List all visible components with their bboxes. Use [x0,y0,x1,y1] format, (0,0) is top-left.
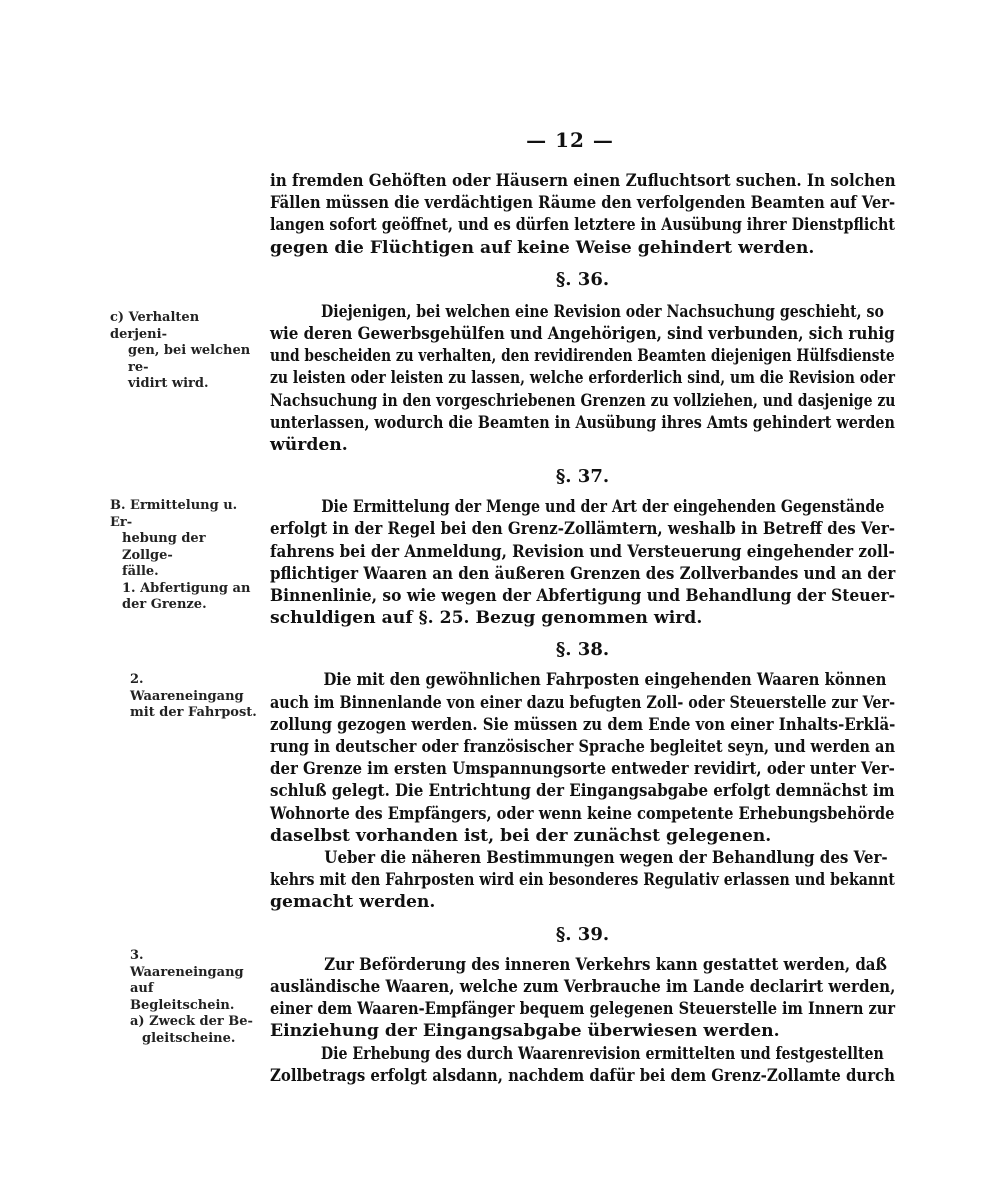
section-37-text [270,496,895,629]
text-line: auch im Binnenlande von einer dazu befugten Zoll- oder Steuerstelle zur Ver- [270,692,896,713]
page-number: — 12 — [526,128,614,152]
section-heading-37: §. 37. [555,466,610,488]
margin-note-line: 3. Waareneingang [130,948,244,980]
text-line: der Grenze im ersten Umspannungsorte entweder revidirt, oder unter Ver- [270,759,895,780]
margin-note-fahrpost [110,672,260,722]
text-line: erfolgt in der Regel bei den Grenz-Zollämtern, weshalb in Betreff des Ver- [270,519,896,540]
text-line: fahrens bei der Anmeldung, Revision und Versteuerung eingehender zoll- [270,541,895,562]
text-line: unterlassen, wodurch die Beamten in Ausübung ihres Amts gehindert werden [270,412,895,433]
margin-note-verhalten [110,310,260,393]
text-line: Fällen müssen die verdächtigen Räume den verfolgenden Beamten auf Ver- [270,193,896,214]
text-line: ausländische Waaren, welche zum Verbrauche im Lande declarirt werden, [270,976,896,997]
text-line: schluß gelegt. Die Entrichtung der Eingangsabgabe erfolgt demnächst im [270,781,895,802]
text-line: langen sofort geöffnet, und es dürfen letztere in Ausübung ihrer Dienstpflicht [270,215,895,236]
margin-note-line: hebung der Zollge- [122,531,206,563]
text-line: und bescheiden zu verhalten, den revidirenden Beamten diejenigen Hülfsdienste [270,346,895,367]
text-line: Nachsuchung in den vorgeschriebenen Grenzen zu vollziehen, und dasjenige zu [270,390,896,411]
text-line: rung in deutscher oder französischer Sprache begleitet seyn, und werden an [270,737,896,758]
text-line: wie deren Gewerbsgehülfen und Angehörigen, sind verbunden, sich ruhig [270,324,895,345]
section-heading-36: §. 36. [555,268,610,290]
text-line: schuldigen auf §. 25. Bezug genommen wird. [270,608,703,629]
margin-note-line: gleitscheine. [142,1030,236,1046]
section-heading-39: §. 39. [555,923,610,945]
text-line: in fremden Gehöften oder Häusern einen Zufluchtsort suchen. In solchen [270,171,896,191]
section-39-text [270,954,895,1087]
margin-note-line: a) Zweck der Be- [130,1014,253,1029]
margin-note-line: fälle. [122,564,159,579]
text-line: Diejenigen, bei welchen eine Revision oder Nachsuchung geschieht, so [320,301,884,322]
margin-note-line: 2. Waareneingang [130,672,244,704]
margin-note-line: gen, bei welchen re- [128,343,251,375]
section-38-text [270,669,895,913]
text-line: pflichtiger Waaren an den äußeren Grenzen des Zollverbandes und an der [270,563,896,584]
margin-note-line: auf Begleitschein. [130,981,235,1013]
margin-note-line: B. Ermittelung u. Er- [110,498,238,530]
text-line: Wohnorte des Empfängers, oder wenn keine competente Erhebungsbehörde [270,803,895,824]
text-line: kehrs mit den Fahrposten wird ein besonderes Regulativ erlassen und bekannt [270,870,895,891]
text-line: Ueber die näheren Bestimmungen wegen der Behandlung des Ver- [324,848,888,869]
text-line: daselbst vorhanden ist, bei der zunächst gelegenen. [270,825,772,846]
margin-note-ermittelung [110,498,260,614]
text-line: gemacht werden. [270,892,436,913]
margin-note-line: mit der Fahrpost. [130,705,257,720]
text-line: gegen die Flüchtigen auf keine Weise gehindert werden. [270,237,815,258]
text-line: Die Ermittelung der Menge und der Art der eingehenden Gegenstände [321,497,885,518]
text-line: Einziehung der Eingangsabgabe überwiesen werden. [270,1021,780,1042]
text-line: Zur Beförderung des inneren Verkehrs kann gestattet werden, daß [324,954,887,975]
text-line: zu leisten oder leisten zu lassen, welche erforderlich sind, um die Revision oder [270,368,895,389]
margin-note-begleitschein [110,948,260,1047]
text-line: Zollbetrags erfolgt alsdann, nachdem dafür bei dem Grenz-Zollamte durch [270,1065,895,1086]
margin-note-line: vidirt wird. [128,376,209,391]
text-line: Die Erhebung des durch Waarenrevision ermittelten und festgestellten [320,1043,884,1064]
text-line: zollung gezogen werden. Sie müssen zu dem Ende von einer Inhalts-Erklä- [270,714,896,735]
margin-note-line: 1. Abfertigung an [122,580,251,596]
text-line: Die mit den gewöhnlichen Fahrposten eingehenden Waaren können [323,670,887,691]
text-line: Binnenlinie, so wie wegen der Abfertigung und Behandlung der Steuer- [270,586,896,607]
section-heading-38: §. 38. [555,639,610,661]
margin-note-line: c) Verhalten derjeni- [110,310,200,342]
main-text [270,170,895,1087]
margin-note-line: der Grenze. [122,597,207,612]
text-line: würden. [270,435,348,456]
text-line: einer dem Waaren-Empfänger bequem gelegenen Steuerstelle im Innern zur [270,999,895,1020]
intro-paragraph [270,170,895,259]
section-36-text [270,301,895,456]
